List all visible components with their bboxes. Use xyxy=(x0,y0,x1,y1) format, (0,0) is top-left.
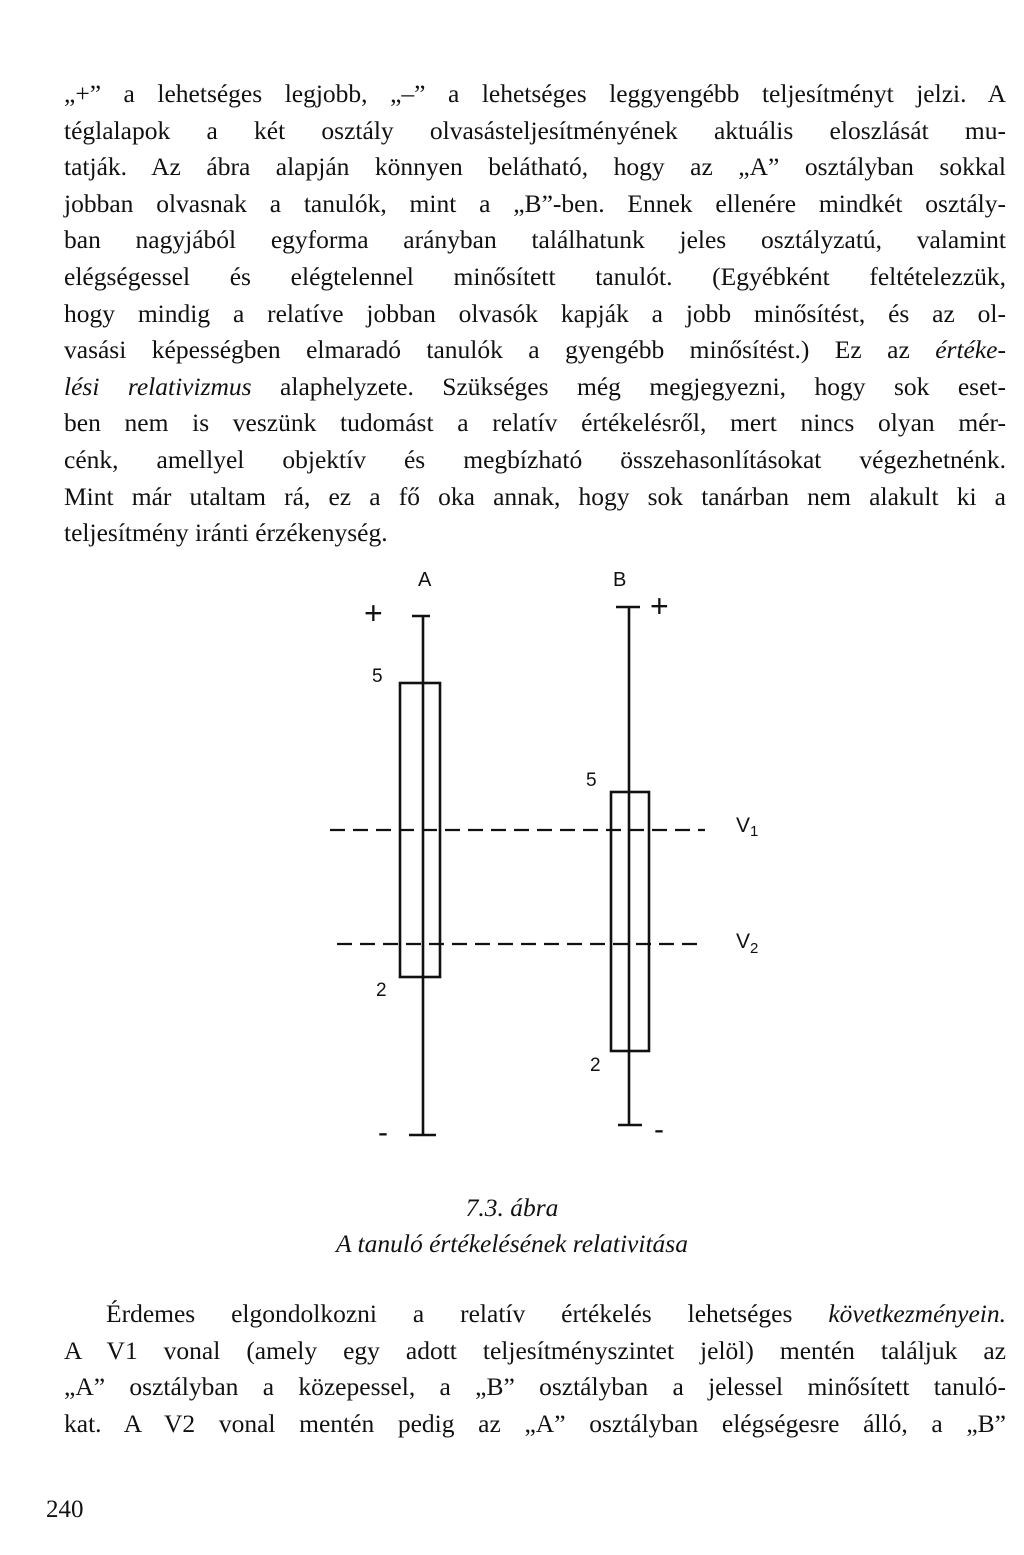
text-line: „+” a lehetséges legjobb, „–” a lehetséges leggyengébb teljesítményt jelzi. A xyxy=(64,79,1006,108)
text-line: teljesítmény iránti érzékenység. xyxy=(64,518,388,548)
text-line: kat. A V2 vonal mentén pedig az „A” osztályban elégségesre álló, a „B” xyxy=(64,1408,1006,1438)
text-segment: vasási képességben elmaradó tanulók a gyengébb minősítést.) Ez az xyxy=(64,335,936,365)
figure-caption-number: 7.3. ábra xyxy=(465,1193,559,1222)
minus-a: - xyxy=(378,1116,388,1149)
text-line: hogy mindig a relatíve jobban olvasók kapják a jobb minősítést, és az ol- xyxy=(64,298,1006,328)
italic-term: lési relativizmus xyxy=(64,371,252,401)
text-segment: alaphelyzete. Szükséges még megjegyezni, hogy sok eset- xyxy=(251,371,1006,401)
label-b: B xyxy=(613,569,627,591)
text-line: Mint már utaltam rá, ez a fő oka annak, hogy sok tanárban nem alakult ki a xyxy=(64,481,1006,511)
text-line: „A” osztályban a közepessel, a „B” osztályban a jelessel minősített tanuló- xyxy=(64,1372,1006,1402)
page-number: 240 xyxy=(46,1496,84,1523)
level-label-v2-sub: 2 xyxy=(750,940,759,957)
plus-a: + xyxy=(364,595,383,631)
grade-label-b-2: 2 xyxy=(590,1055,601,1076)
text-line: ban nagyjából egyforma arányban találhatunk jeles osztályzatú, valamint xyxy=(64,225,1006,255)
text-line: ben nem is veszünk tudomást a relatív értékelésről, mert nincs olyan mér- xyxy=(64,408,1006,438)
text-line: téglalapok a két osztály olvasásteljesítményének aktuális eloszlását mu- xyxy=(64,115,1006,145)
grade-label-a-2: 2 xyxy=(376,980,387,1001)
level-label-v2 xyxy=(736,930,758,957)
italic-term: következményein. xyxy=(828,1299,1006,1328)
grade-label-b-5: 5 xyxy=(586,770,597,791)
level-label-v1 xyxy=(736,814,758,840)
text-line: jobban olvasnak a tanulók, mint a „B”-ben. Ennek ellenére mindkét osztály- xyxy=(64,188,1006,218)
text-line: A V1 vonal (amely egy adott teljesítményszintet jelöl) mentén találjuk az xyxy=(64,1335,1006,1365)
italic-term: értéke- xyxy=(935,335,1006,365)
level-label-v1-sub: 1 xyxy=(750,823,759,840)
text-line: tatják. Az ábra alapján könnyen belátható, hogy az „A” osztályban sokkal xyxy=(64,152,1006,182)
grade-label-a-5: 5 xyxy=(372,666,383,687)
level-label-v1-main: V xyxy=(736,814,751,837)
figure-caption-title: A tanuló értékelésének relativitása xyxy=(336,1229,688,1258)
text-segment: Érdemes elgondolkozni a relatív értékelés lehetséges xyxy=(106,1299,829,1328)
text-line: cénk, amellyel objektív és megbízható összehasonlításokat végezhetnénk. xyxy=(64,444,1006,474)
minus-b: - xyxy=(654,1113,664,1146)
level-label-v2-main: V xyxy=(736,930,751,953)
label-a: A xyxy=(418,569,432,591)
plus-b: + xyxy=(650,588,669,624)
body-paragraph-2 xyxy=(64,1296,1006,1442)
text-line: elégségessel és elégtelennel minősített tanulót. (Egyébként feltételezzük, xyxy=(64,261,1006,291)
text-line-with-italic xyxy=(64,1296,1006,1333)
